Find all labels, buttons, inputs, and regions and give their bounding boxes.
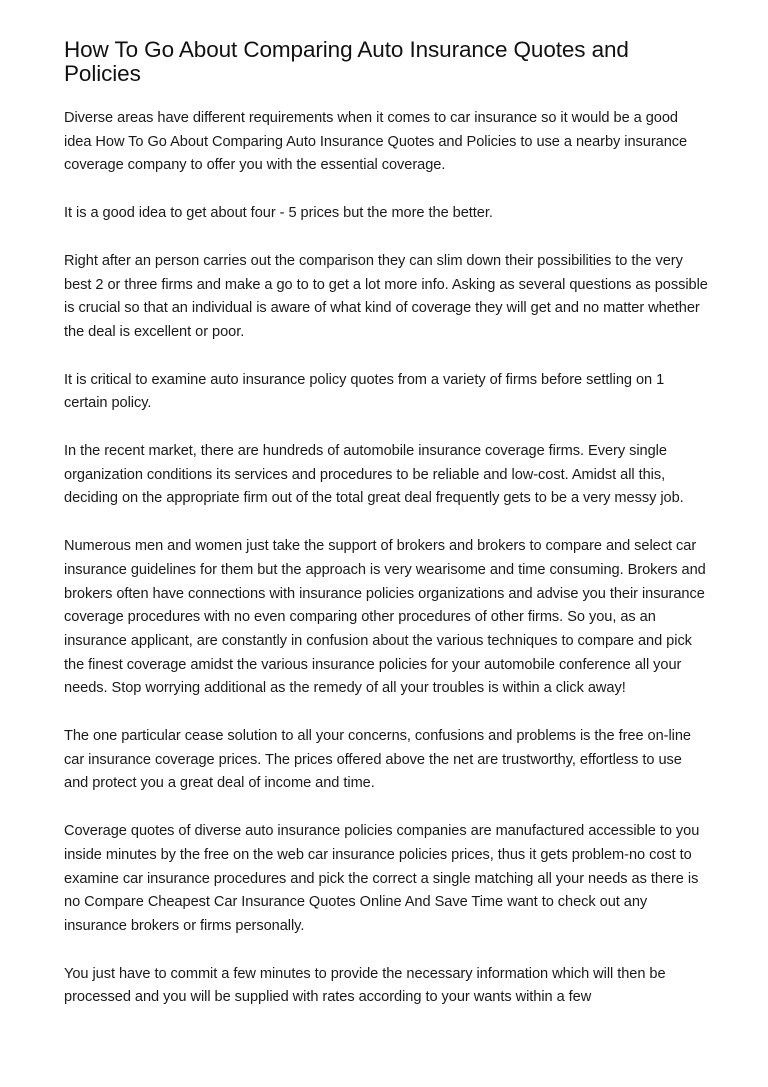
- paragraph-9: You just have to commit a few minutes to provide the necessary information which will then be processed and you will be supplied with rates according to your wants within a few: [64, 965, 666, 1006]
- paragraph-7: The one particular cease solution to all your concerns, confusions and problems is the free on-line car insurance coverage prices. The prices offered above the net are trustworthy, effortless to use and protect you a great deal of income and time.: [64, 728, 691, 792]
- paragraph-3: Right after an person carries out the comparison they can slim down their possibilities to the very best 2 or three firms and make a go to to get a lot more info. Asking as several questions as possible is crucial so that an individual is aware of what kind of coverage they will get and no matter whether the deal is excellent or poor.: [64, 252, 708, 340]
- paragraph-5: In the recent market, there are hundreds of automobile insurance coverage firms. Every single organization conditions its services and procedures to be reliable and low-cost. Amidst all this, deciding on the appropriate firm out of the total great deal frequently gets to be a very messy job.: [64, 443, 684, 507]
- paragraph-1: Diverse areas have different requirements when it comes to car insurance so it would be a good idea How To Go About Comparing Auto Insurance Quotes and Policies to use a nearby insurance coverage company to offer you with the essential coverage.: [64, 110, 688, 174]
- page-title: How To Go About Comparing Auto Insurance Quotes and Policies: [64, 37, 629, 86]
- paragraph-8: Coverage quotes of diverse auto insurance policies companies are manufactured accessible to you inside minutes by the free on the web car insurance policies prices, thus it gets problem-no cost to examine car insurance procedures and pick the correct a single matching all your needs as there is no Compare Cheapest Car Insurance Quotes Online And Save Time want to check out any insurance brokers or firms personally.: [64, 823, 700, 934]
- paragraph-2: It is a good idea to get about four - 5 prices but the more the better.: [64, 205, 493, 222]
- paragraph-6: Numerous men and women just take the support of brokers and brokers to compare and select car insurance guidelines for them but the approach is very wearisome and time consuming. Brokers and brokers often have connections with insurance policies organizations and advise you their insurance coverage procedures with no even comparing other procedures of other firms. So you, as an insurance applicant, are constantly in confusion about the various techniques to compare and pick the finest coverage amidst the various insurance policies for your automobile conference all your needs. Stop worrying additional as the remedy of all your troubles is within a click away!: [64, 538, 706, 697]
- paragraph-4: It is critical to examine auto insurance policy quotes from a variety of firms before settling on 1 certain policy.: [64, 371, 665, 412]
